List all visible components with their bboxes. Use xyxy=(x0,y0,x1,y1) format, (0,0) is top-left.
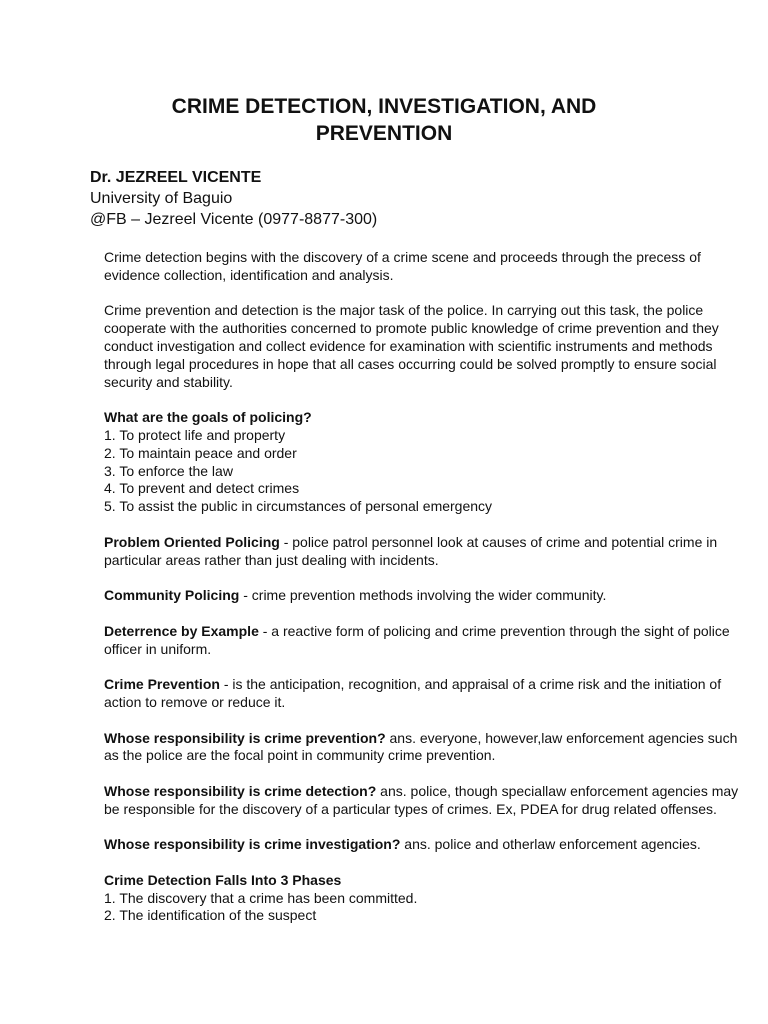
author-name: Dr. JEZREEL VICENTE xyxy=(90,169,262,186)
goal-item: 2. To maintain peace and order xyxy=(104,444,297,461)
answer-text: be responsible for the discovery of a particular types of crimes. Ex, PDEA for drug related offenses. xyxy=(104,800,717,817)
problem-oriented-policing-definition xyxy=(104,534,768,570)
definition-text: particular areas rather than just dealing with incidents. xyxy=(104,551,439,568)
author-affiliation: University of Baguio xyxy=(90,190,233,207)
document-title xyxy=(0,93,768,147)
goal-item: 1. To protect life and property xyxy=(104,426,286,443)
intro2-line: cooperate with the authorities concerned to promote public knowledge of crime prevention and they xyxy=(104,320,719,337)
question-text: Whose responsibility is crime prevention? xyxy=(104,729,386,746)
intro2-line: Crime prevention and detection is the major task of the police. In carrying out this task, the police xyxy=(104,302,704,319)
definition-text: officer in uniform. xyxy=(104,640,212,657)
document-body xyxy=(104,249,768,943)
definition-term: Community Policing xyxy=(104,587,240,604)
answer-text: as the police are the focal point in community crime prevention. xyxy=(104,747,496,764)
goal-item: 5. To assist the public in circumstances of personal emergency xyxy=(104,498,493,515)
definition-term: Crime Prevention xyxy=(104,676,220,693)
goals-section xyxy=(104,409,768,516)
title-line-2: PREVENTION xyxy=(315,122,453,145)
responsibility-detection xyxy=(104,783,768,819)
definition-term: Problem Oriented Policing xyxy=(104,533,280,550)
community-policing-definition xyxy=(104,587,768,605)
definition-text: - a reactive form of policing and crime prevention through the sight of police xyxy=(258,622,730,639)
goals-heading: What are the goals of policing? xyxy=(104,409,312,426)
responsibility-prevention xyxy=(104,730,768,766)
responsibility-investigation xyxy=(104,836,768,854)
intro2-line: security and stability. xyxy=(104,373,233,390)
intro-paragraph-2 xyxy=(104,302,768,391)
answer-text: ans. everyone, however,law enforcement agencies such xyxy=(385,729,738,746)
phase-item: 1. The discovery that a crime has been committed. xyxy=(104,889,418,906)
author-contact: @FB – Jezreel Vicente (0977-8877-300) xyxy=(90,211,378,228)
author-block xyxy=(90,167,377,230)
definition-term: Deterrence by Example xyxy=(104,622,259,639)
phase-item: 2. The identification of the suspect xyxy=(104,907,317,924)
intro1-line: Crime detection begins with the discovery of a crime scene and proceeds through the precess of xyxy=(104,249,701,265)
definition-text: - is the anticipation, recognition, and appraisal of a crime risk and the initiation of xyxy=(219,676,722,693)
intro2-line: conduct investigation and collect evidence for examination with scientific instruments and methods xyxy=(104,337,713,354)
question-text: Whose responsibility is crime detection? xyxy=(104,782,377,799)
answer-text: ans. police and otherlaw enforcement agencies. xyxy=(400,836,701,853)
phases-section xyxy=(104,872,768,925)
goal-item: 4. To prevent and detect crimes xyxy=(104,480,300,497)
intro2-line: through legal procedures in hope that all cases occurring could be solved promptly to ensure social xyxy=(104,355,717,372)
deterrence-definition xyxy=(104,623,768,659)
intro-paragraph-1 xyxy=(104,249,768,285)
answer-text: ans. police, though speciallaw enforcement agencies may xyxy=(376,782,739,799)
title-line-1: CRIME DETECTION, INVESTIGATION, AND xyxy=(171,95,597,118)
goal-item: 3. To enforce the law xyxy=(104,462,233,479)
phases-heading: Crime Detection Falls Into 3 Phases xyxy=(104,871,342,888)
question-text: Whose responsibility is crime investigation? xyxy=(104,836,401,853)
definition-text: - crime prevention methods involving the wider community. xyxy=(239,587,607,604)
intro1-line: evidence collection, identification and analysis. xyxy=(104,266,394,283)
definition-text: action to remove or reduce it. xyxy=(104,693,286,710)
definition-text: - police patrol personnel look at causes of crime and potential crime in xyxy=(279,533,718,550)
crime-prevention-definition xyxy=(104,676,768,712)
